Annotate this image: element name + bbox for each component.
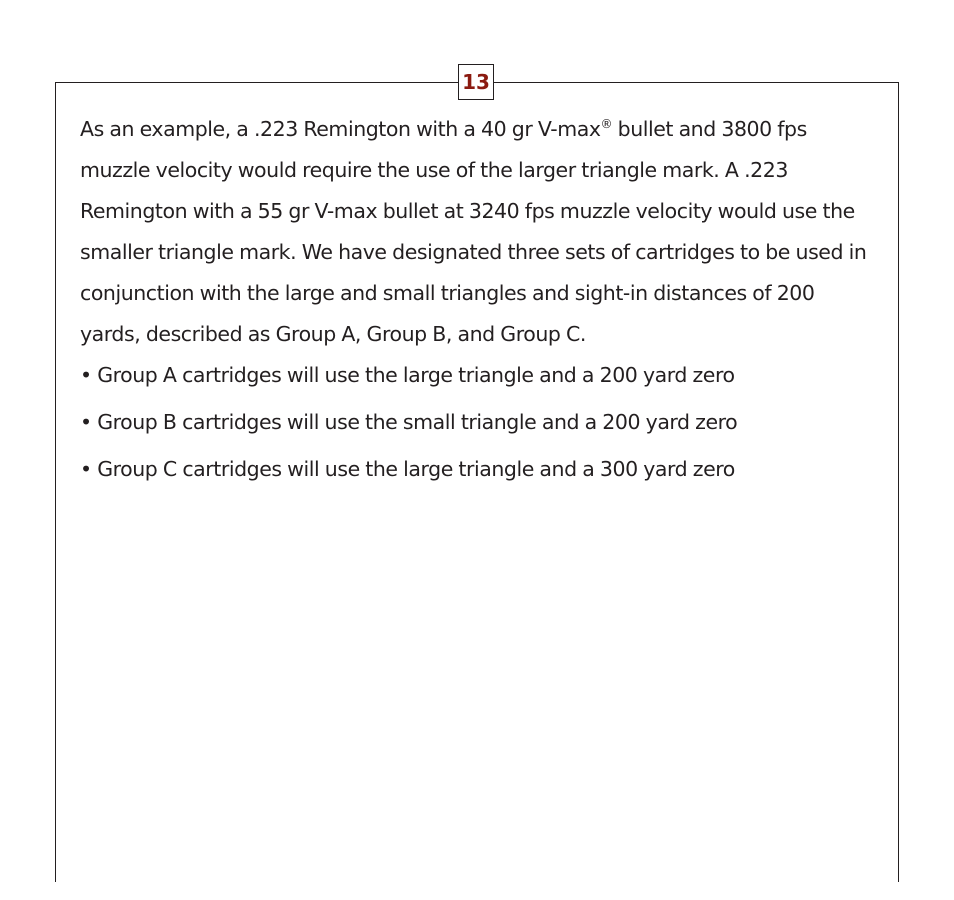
page-number bbox=[458, 64, 494, 100]
group-b-item: • Group B cartridges will use the small triangle and a 200 yard zero bbox=[80, 410, 738, 434]
cartridge-group-list bbox=[80, 355, 880, 490]
page-number-label: 13 bbox=[462, 70, 490, 94]
intro-paragraph bbox=[80, 109, 880, 355]
group-a-item: • Group A cartridges will use the large triangle and a 200 yard zero bbox=[80, 363, 735, 387]
intro-text-part2: bullet and 3800 fps muzzle velocity would require the use of the larger triangle mark. A .223 Remington with a 55 gr V-max bullet at 3240 fps muzzle velocity would use the smaller triangle mark. We have designated three sets of cartridges to be used in conjunction with the large and small triangles and sight-in distances of 200 yards, described as Group A, Group B, and Group C. bbox=[80, 117, 867, 346]
page-content bbox=[80, 109, 880, 496]
registered-mark: ® bbox=[600, 117, 613, 131]
group-c-item: • Group C cartridges will use the large triangle and a 300 yard zero bbox=[80, 457, 735, 481]
intro-text-part1: As an example, a .223 Remington with a 40 gr V-max bbox=[80, 117, 601, 141]
